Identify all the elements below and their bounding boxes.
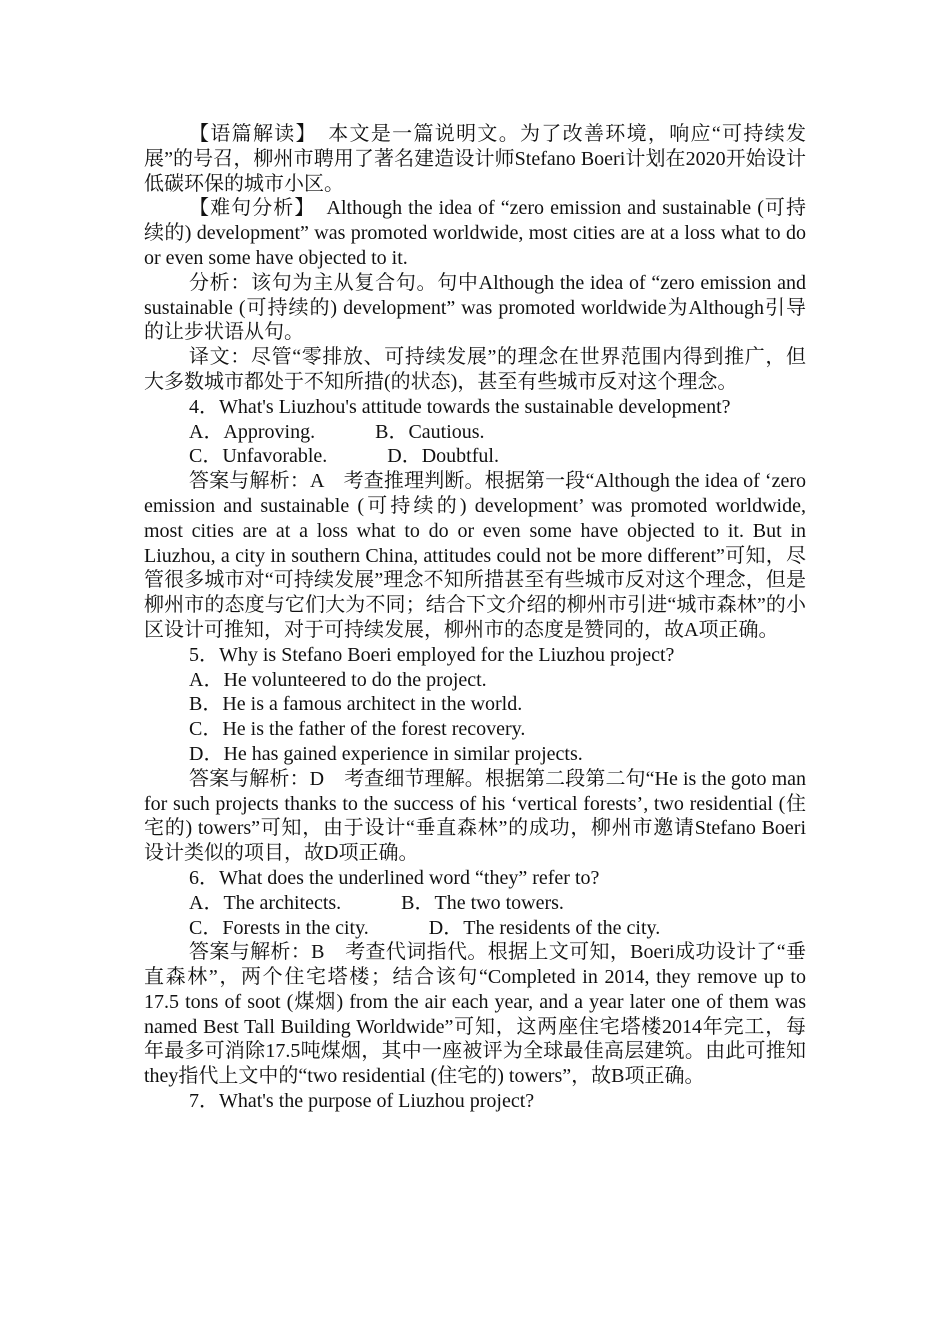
question-6 <box>144 866 806 891</box>
option-text: B．He is a famous architect in the world. <box>189 693 523 716</box>
option-text: C．Forests in the city. D．The residents of the city. <box>189 916 661 939</box>
paragraph-translation <box>144 345 806 395</box>
paragraph-text: Although the idea of “zero emission and sustainable (可持续的) development” was promoted worldwide, most cities are at a loss what to do or even some have objected to it. <box>144 197 806 269</box>
paragraph-text: 本文是一篇说明文。为了改善环境，响应“可持续发展”的号召，柳州市聘用了著名建造设计师Stefano Boeri计划在2020开始设计低碳环保的城市小区。 <box>144 123 806 195</box>
paragraph-difficult-sentence <box>144 196 806 270</box>
question-5-option-b <box>144 692 806 717</box>
answer-label: 答案与解析： <box>189 941 312 964</box>
answer-6 <box>144 940 806 1089</box>
paragraph-discourse-analysis <box>144 122 806 196</box>
question-text: 5．Why is Stefano Boeri employed for the Liuzhou project? <box>189 643 675 666</box>
option-text: A．Approving. B．Cautious. <box>189 420 485 443</box>
answer-text: B 考查代词指代。根据上文可知，Boeri成功设计了“垂直森林”，两个住宅塔楼；结合该句“Completed in 2014, they remove up to 17.5 tons of soot (煤烟) from the air each year, and a year later one of them was named Best Tall Building Worldwide”可知，这两座住宅塔楼2014年完工，每年最多可消除17.5吨煤烟，其中一座被评为全球最佳高层建筑。由此可推知they指代上文中的“two residential (住宅的) towers”，故B项正确。 <box>144 941 806 1088</box>
question-4-options-ab <box>144 420 806 445</box>
answer-4 <box>144 469 806 643</box>
answer-text: D 考查细节理解。根据第二段第二句“He is the goto man for such projects thanks to the success of his ‘vertical forests’, two residential (住宅的) towers”可知，由于设计“垂直森林”的成功，柳州市邀请Stefano Boeri设计类似的项目，故D项正确。 <box>144 767 806 865</box>
option-text: A．The architects. B．The two towers. <box>189 891 564 914</box>
question-text: 7．What's the purpose of Liuzhou project? <box>189 1090 535 1113</box>
answer-label: 答案与解析： <box>189 767 310 790</box>
question-5-option-d <box>144 742 806 767</box>
question-5-option-a <box>144 668 806 693</box>
question-5 <box>144 643 806 668</box>
question-4 <box>144 395 806 420</box>
question-7 <box>144 1089 806 1114</box>
paragraph-text: 译文：尽管“零排放、可持续发展”的理念在世界范围内得到推广，但大多数城市都处于不知所措(的状态)，甚至有些城市反对这个理念。 <box>144 346 806 393</box>
question-text: 6．What does the underlined word “they” refer to? <box>189 866 600 889</box>
paragraph-text: 分析：该句为主从复合句。句中Although the idea of “zero emission and sustainable (可持续的) development” was promoted worldwide为Although引导的让步状语从句。 <box>144 271 806 344</box>
answer-text: A 考查推理判断。根据第一段“Although the idea of ‘zero emission and sustainable (可持续的) development’ was promoted worldwide, most cities are at a loss what to do or even some have objected to it. But in Liuzhou, a city in southern China, attitudes could not be more different”可知，尽管很多城市对“可持续发展”理念不知所措甚至有些城市反对这个理念，但是柳州市的态度与它们大为不同；结合下文介绍的柳州市引进“城市森林”的小区设计可推知，对于可持续发展，柳州市的态度是赞同的，故A项正确。 <box>144 470 806 641</box>
question-4-options-cd <box>144 444 806 469</box>
option-text: C．Unfavorable. D．Doubtful. <box>189 445 499 468</box>
answer-label: 答案与解析： <box>189 470 310 493</box>
option-text: D．He has gained experience in similar projects. <box>189 742 583 765</box>
option-text: C．He is the father of the forest recovery. <box>189 718 526 741</box>
question-text: 4．What's Liuzhou's attitude towards the sustainable development? <box>189 395 731 418</box>
option-text: A．He volunteered to do the project. <box>189 668 487 691</box>
section-label: 【难句分析】 <box>189 197 306 220</box>
answer-5 <box>144 767 806 866</box>
question-5-option-c <box>144 717 806 742</box>
question-6-options-ab <box>144 891 806 916</box>
question-6-options-cd <box>144 916 806 941</box>
document-page <box>144 122 806 1114</box>
paragraph-analysis <box>144 271 806 345</box>
section-label: 【语篇解读】 <box>189 123 307 145</box>
